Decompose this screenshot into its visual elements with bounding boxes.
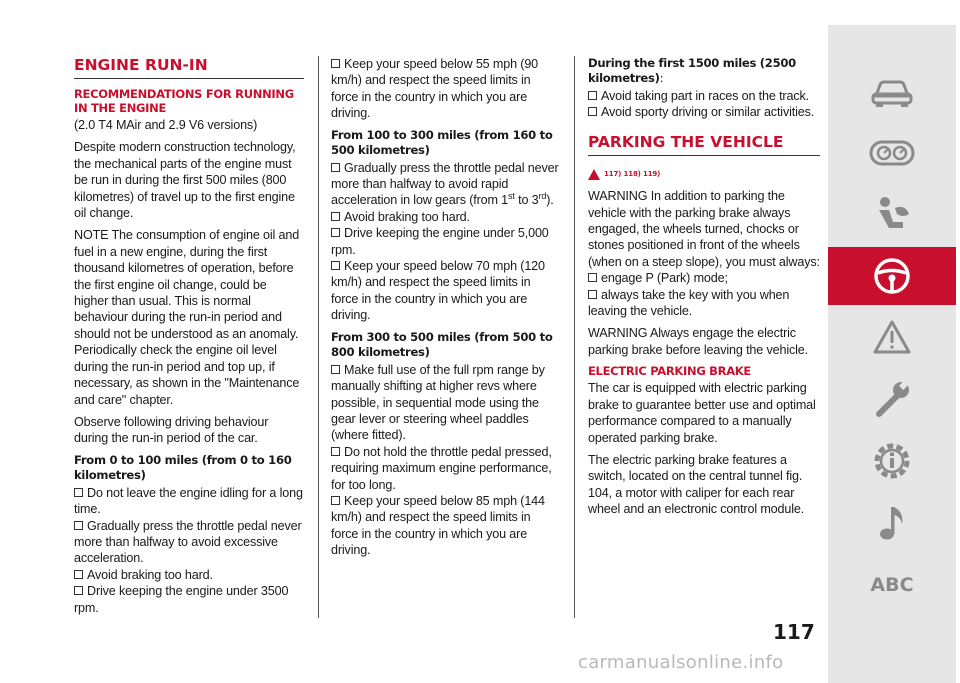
subheading-text: During the first 1500 miles (2500 kilometres) xyxy=(588,56,796,85)
list-item: Do not leave the engine idling for a long time. xyxy=(74,485,303,517)
sidebar-item-maintenance[interactable] xyxy=(828,371,956,427)
sidebar-item-car[interactable] xyxy=(828,65,956,121)
sidebar-item-driving[interactable] xyxy=(828,247,956,305)
sidebar-item-instruments[interactable] xyxy=(828,125,956,181)
watermark: carmanualsonline.info xyxy=(578,652,784,673)
subheading-300-500-miles: From 300 to 500 miles (from 500 to 800 kilometres) xyxy=(331,329,553,359)
info-gear-icon xyxy=(871,440,913,482)
list-item: Avoid braking too hard. xyxy=(331,209,561,225)
warning-paragraph: WARNING Always engage the electric parking brake before leaving the vehicle. xyxy=(588,326,808,357)
subheading-0-100-miles: From 0 to 100 miles (from 0 to 160 kilometres) xyxy=(74,452,292,482)
column-divider xyxy=(574,56,575,618)
airbag-seat-icon xyxy=(871,194,913,236)
section-title-engine-run-in: ENGINE RUN-IN xyxy=(74,56,304,79)
superscript: rd xyxy=(538,191,547,202)
car-icon xyxy=(870,78,914,108)
paragraph: The car is equipped with electric parking brake to guarantee better use and optimal performance compared to a manually operated parking brake. xyxy=(588,381,816,445)
list-item-text: ). xyxy=(546,193,554,208)
warning-triangle-icon xyxy=(588,169,600,180)
colon: : xyxy=(659,71,664,85)
list-item: Do not hold the throttle pedal pressed, requiring maximum engine performance, for too long. xyxy=(331,444,561,493)
note-paragraph: NOTE The consumption of engine oil and fuel in a new engine, during the first thousand kilometres of operation, before the first engine oil change, could be higher than usual. This is normal behaviour during the run-in period and should not be understood as an anomaly. Periodically check the engine oil level during the run-in period and top up, if necessary, as shown in the "Maintenance and care" chapter. xyxy=(74,228,300,407)
paragraph: (2.0 T4 MAir and 2.9 V6 versions) xyxy=(74,118,258,132)
warning-triangle-icon xyxy=(872,319,912,355)
subsection-title-electric-parking-brake: ELECTRIC PARKING BRAKE xyxy=(588,364,751,379)
paragraph: Despite modern construction technology, the mechanical parts of the engine must be run in during the first 500 miles (800 kilometres) of travel up to the first engine oil change. xyxy=(74,140,296,221)
sidebar-item-multimedia[interactable] xyxy=(828,495,956,551)
index-label: ABC xyxy=(870,574,914,596)
list-item: Drive keeping the engine under 3500 rpm. xyxy=(74,583,304,616)
list-item: Keep your speed below 55 mph (90 km/h) and respect the speed limits in force in the country in which you are driving. xyxy=(331,56,561,122)
section-title-parking: PARKING THE VEHICLE xyxy=(588,133,820,156)
sidebar-item-emergency[interactable] xyxy=(828,309,956,365)
page-number: 117 xyxy=(773,620,815,644)
warning-paragraph: WARNING In addition to parking the vehicle with the parking brake always engaged, the wheels turned, chocks or stones positioned in front of the wheels (when on a steep slope), you must always: xyxy=(588,189,820,269)
list-item: Keep your speed below 70 mph (120 km/h) and respect the speed limits in force in the country in which you are driving. xyxy=(331,258,561,324)
column-2 xyxy=(331,56,561,559)
gauges-icon xyxy=(869,140,915,166)
list-item xyxy=(331,160,561,209)
column-1 xyxy=(74,56,304,616)
list-item-text: Gradually press the throttle pedal never more than halfway to avoid rapid acceleration in low gears (from 1 xyxy=(331,160,559,208)
steering-wheel-icon xyxy=(872,256,912,296)
sidebar-item-safety[interactable] xyxy=(828,187,956,243)
list-item-text: to 3 xyxy=(514,193,539,208)
paragraph: The electric parking brake features a switch, located on the central tunnel fig. 104, a motor with caliper for each rear wheel and an electronic control module. xyxy=(588,452,805,517)
subheading-first-1500-miles xyxy=(588,56,820,86)
sidebar-item-technical-data[interactable] xyxy=(828,433,956,489)
subheading-100-300-miles: From 100 to 300 miles (from 160 to 500 kilometres) xyxy=(331,127,553,157)
list-item: always take the key with you when leaving the vehicle. xyxy=(588,287,820,320)
music-note-icon xyxy=(874,502,910,544)
superscript: st xyxy=(508,191,515,202)
list-item: engage P (Park) mode; xyxy=(588,270,820,286)
wrench-icon xyxy=(871,378,913,420)
warning-references xyxy=(588,166,820,182)
list-item: Avoid sporty driving or similar activities. xyxy=(588,104,820,120)
list-item: Drive keeping the engine under 5,000 rpm. xyxy=(331,225,561,258)
reference-numbers: 117) 118) 119) xyxy=(604,169,661,178)
column-divider xyxy=(318,56,319,618)
list-item: Gradually press the throttle pedal never more than halfway to avoid excessive acceleration. xyxy=(74,518,304,567)
column-3 xyxy=(588,56,820,524)
chapter-sidebar xyxy=(828,25,956,683)
subsection-title-recommendations: RECOMMENDATIONS FOR RUNNING IN THE ENGINE xyxy=(74,87,294,115)
sidebar-item-index[interactable] xyxy=(828,557,956,613)
list-item: Avoid taking part in races on the track. xyxy=(588,88,820,104)
list-item: Keep your speed below 85 mph (144 km/h) and respect the speed limits in force in the country in which you are driving. xyxy=(331,493,561,559)
paragraph: Observe following driving behaviour during the run-in period of the car. xyxy=(74,414,269,446)
list-item: Make full use of the full rpm range by manually shifting at higher revs where possible, in sequential mode using the gear lever or steering wheel paddles (where fitted). xyxy=(331,362,561,444)
list-item: Avoid braking too hard. xyxy=(74,567,304,583)
